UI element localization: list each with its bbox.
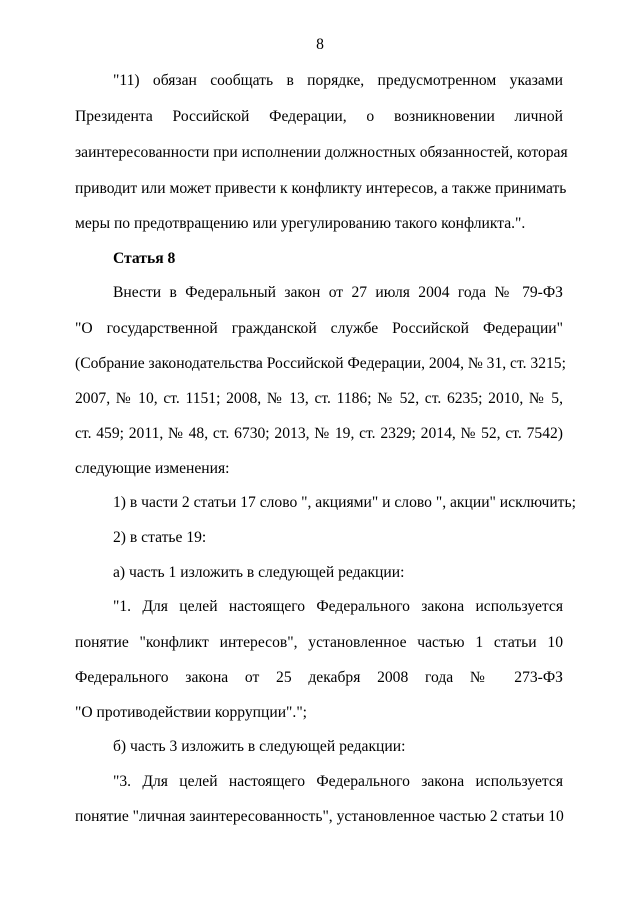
- text-line: Президента Российской Федерации, о возникновении личной: [75, 108, 563, 125]
- text-line: "11) обязан сообщать в порядке, предусмотренном указами: [113, 72, 563, 89]
- text-line: Федерального закона от 25 декабря 2008 года № 273-ФЗ: [75, 669, 563, 686]
- text-line: заинтересованности при исполнении должностных обязанностей, которая: [75, 144, 568, 161]
- text-line: следующие изменения:: [75, 460, 230, 477]
- text-line: меры по предотвращению или урегулированию такого конфликта.".: [75, 215, 526, 232]
- text-line: 1) в части 2 статьи 17 слово ", акциями" и слово ", акции" исключить;: [113, 494, 576, 511]
- text-line: "О противодействии коррупции".";: [75, 704, 308, 721]
- page-number: 8: [316, 36, 324, 53]
- text-line: 2007, № 10, ст. 1151; 2008, № 13, ст. 1186; № 52, ст. 6235; 2010, № 5,: [75, 390, 563, 407]
- text-line: "1. Для целей настоящего Федерального закона используется: [113, 598, 563, 615]
- text-line: ст. 459; 2011, № 48, ст. 6730; 2013, № 19, ст. 2329; 2014, № 52, ст. 7542): [75, 425, 563, 442]
- text-line: "3. Для целей настоящего Федерального закона используется: [113, 773, 563, 790]
- text-line: приводит или может привести к конфликту интересов, а также принимать: [75, 180, 567, 197]
- text-line: 2) в статье 19:: [113, 529, 207, 546]
- text-line: б) часть 3 изложить в следующей редакции:: [113, 738, 406, 755]
- text-line: Внести в Федеральный закон от 27 июля 2004 года № 79-ФЗ: [113, 284, 563, 301]
- text-line: (Собрание законодательства Российской Федерации, 2004, № 31, ст. 3215;: [75, 355, 566, 372]
- article-heading: Статья 8: [113, 250, 176, 267]
- text-line: понятие "конфликт интересов", установленное частью 1 статьи 10: [75, 634, 563, 651]
- text-line: а) часть 1 изложить в следующей редакции:: [113, 564, 405, 581]
- text-line: понятие "личная заинтересованность", установленное частью 2 статьи 10: [75, 808, 564, 825]
- text-line: "О государственной гражданской службе Российской Федерации": [75, 320, 563, 337]
